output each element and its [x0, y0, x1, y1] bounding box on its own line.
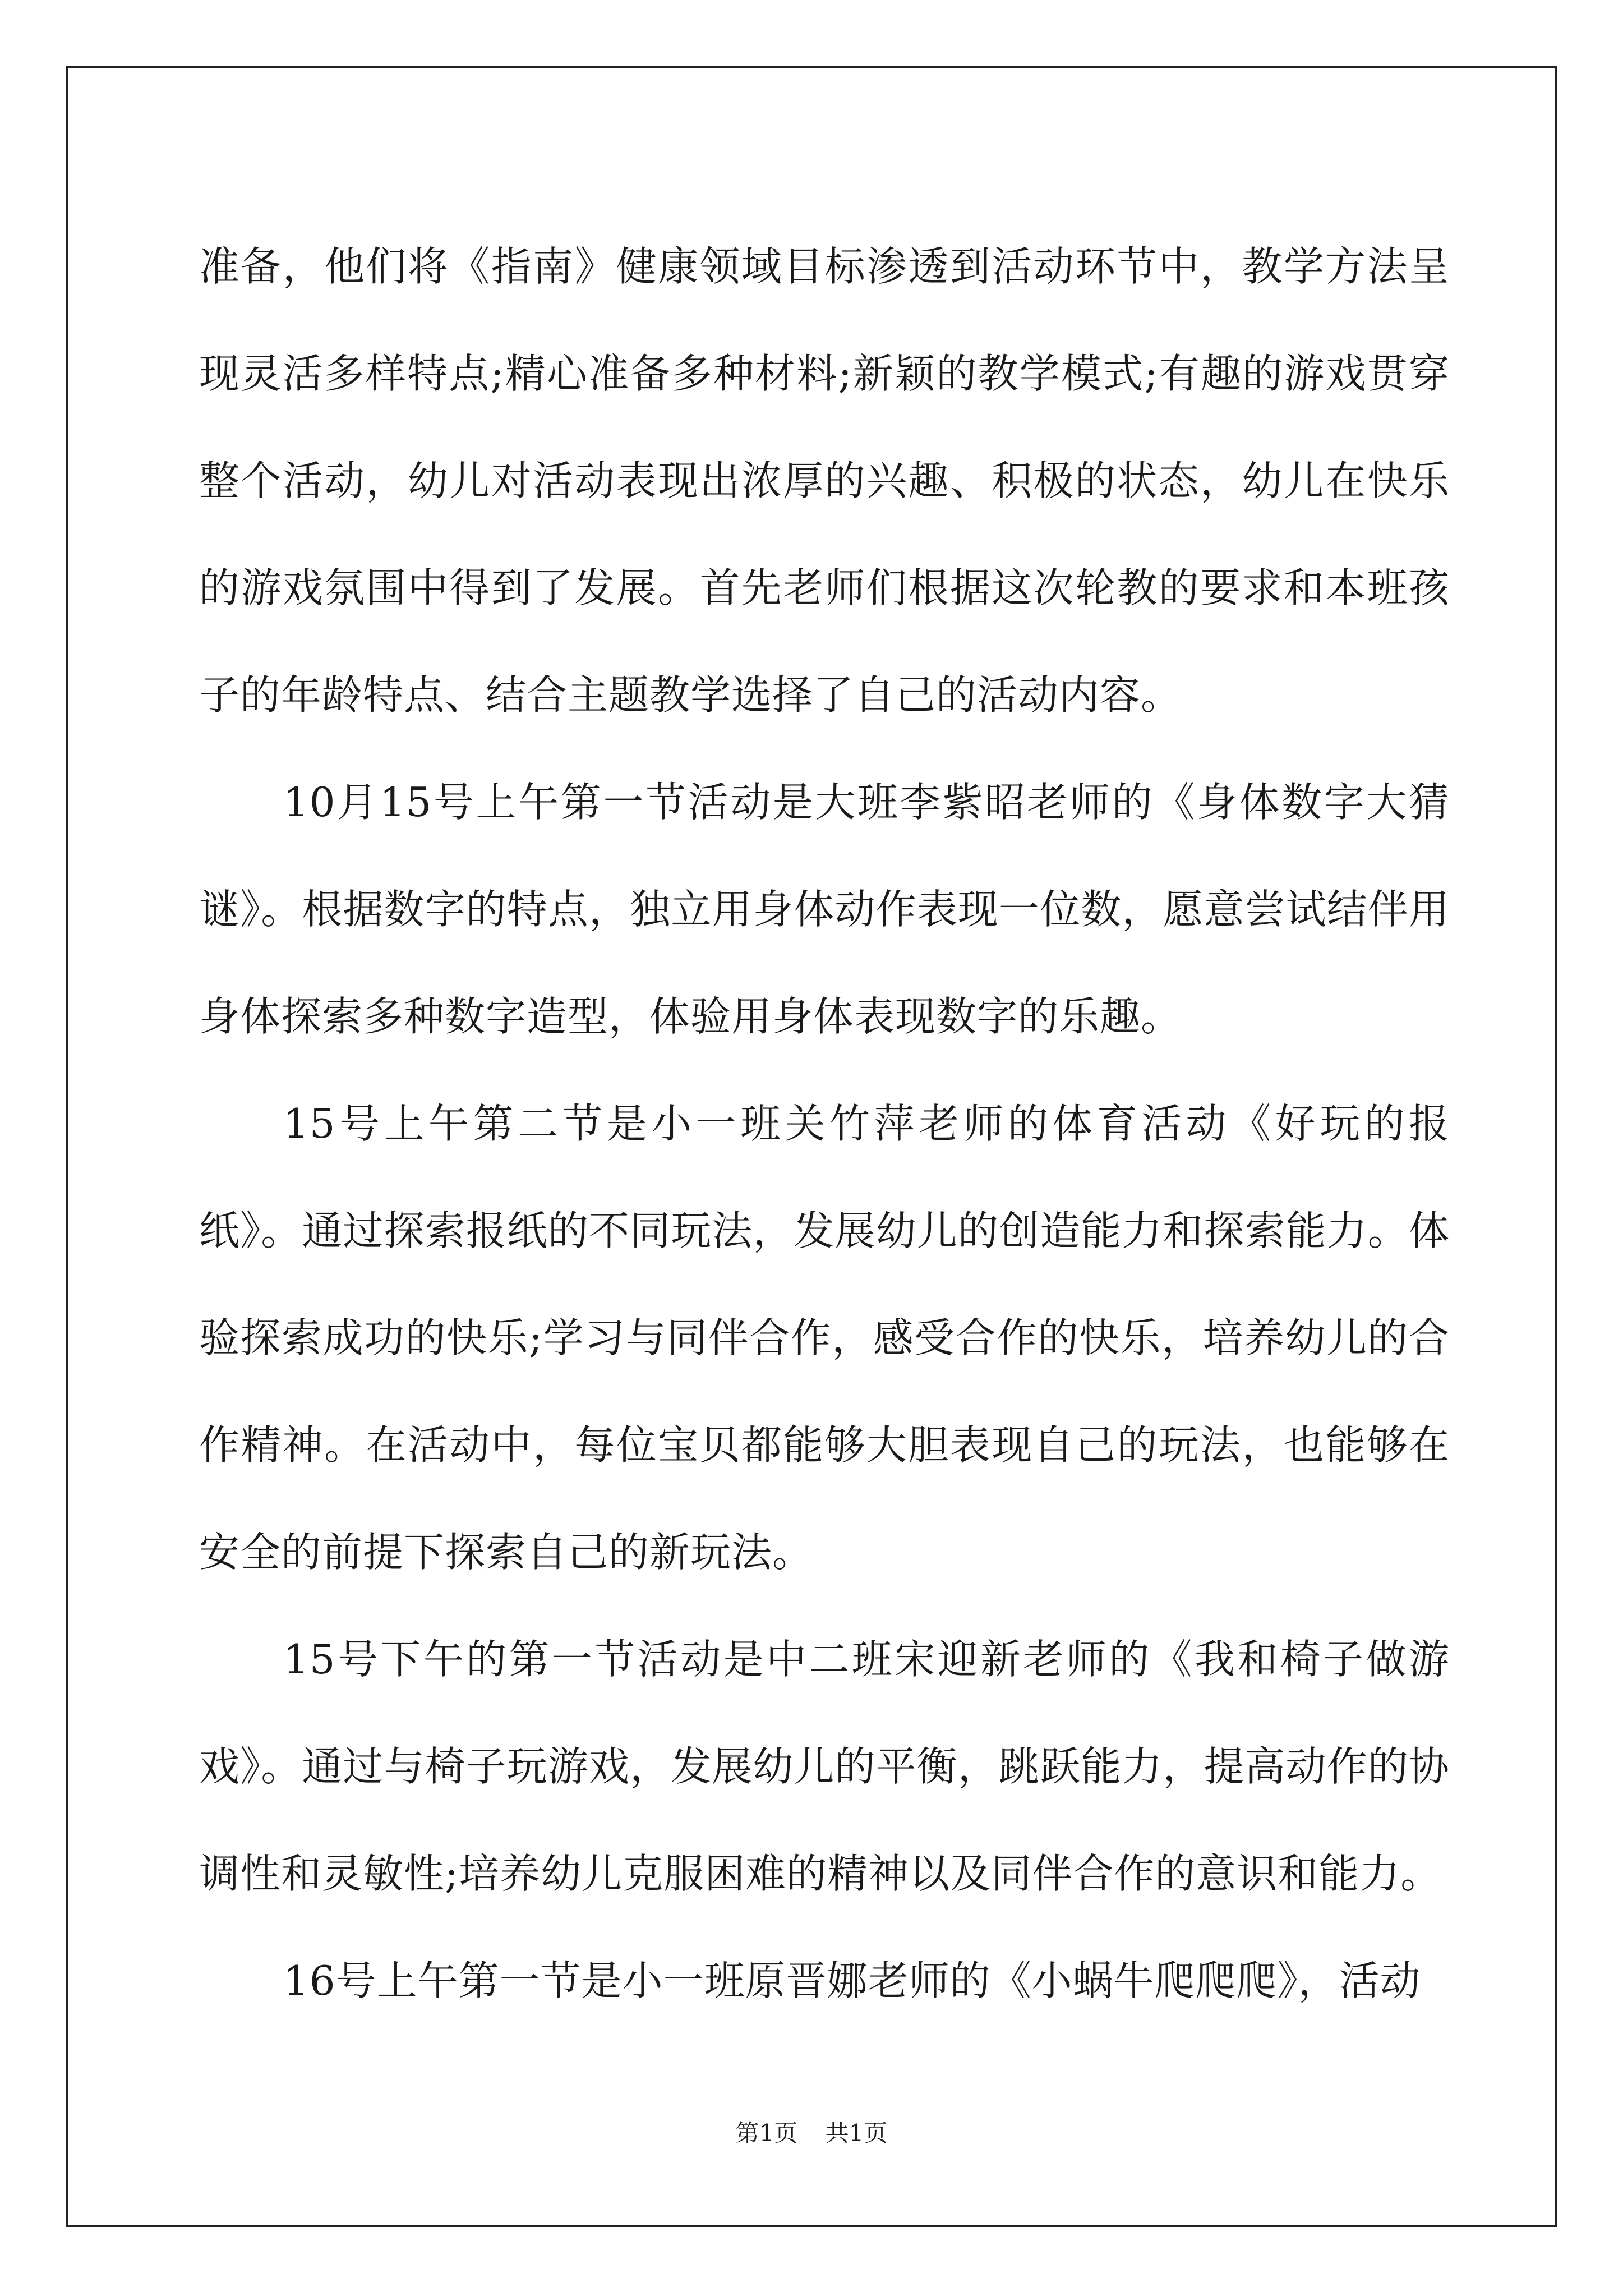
paragraph: 15号下午的第一节活动是中二班宋迎新老师的《我和椅子做游戏》。通过与椅子玩游戏，发展幼儿的平衡，跳跃能力，提高动作的协调性和灵敏性;培养幼儿克服困难的精神以及同伴合作的意识和能力。 [199, 1636, 1450, 1897]
paragraph: 10月15号上午第一节活动是大班李紫昭老师的《身体数字大猜谜》。根据数字的特点，独立用身体动作表现一位数，愿意尝试结伴用身体探索多种数字造型，体验用身体表现数字的乐趣。 [199, 779, 1450, 1040]
paragraph: 准备，他们将《指南》健康领域目标渗透到活动环节中，教学方法呈现灵活多样特点;精心准备多种材料;新颖的教学模式;有趣的游戏贯穿整个活动，幼儿对活动表现出浓厚的兴趣、积极的状态，幼儿在快乐的游戏氛围中得到了发展。首先老师们根据这次轮教的要求和本班孩子的年龄特点、结合主题教学选择了自己的活动内容。 [199, 243, 1450, 719]
document-body [199, 213, 1450, 2035]
page-total: 共1页 [825, 2119, 888, 2147]
paragraph: 15号上午第二节是小一班关竹萍老师的体育活动《好玩的报纸》。通过探索报纸的不同玩法，发展幼儿的创造能力和探索能力。体验探索成功的快乐;学习与同伴合作，感受合作的快乐，培养幼儿的合作精神。在活动中，每位宝贝都能够大胆表现自己的玩法，也能够在安全的前提下探索自己的新玩法。 [199, 1100, 1450, 1576]
page-footer [0, 2116, 1623, 2150]
page-number: 第1页 [735, 2119, 798, 2147]
paragraph: 16号上午第一节是小一班原晋娜老师的《小蜗牛爬爬爬》，活动 [283, 1957, 1421, 2004]
